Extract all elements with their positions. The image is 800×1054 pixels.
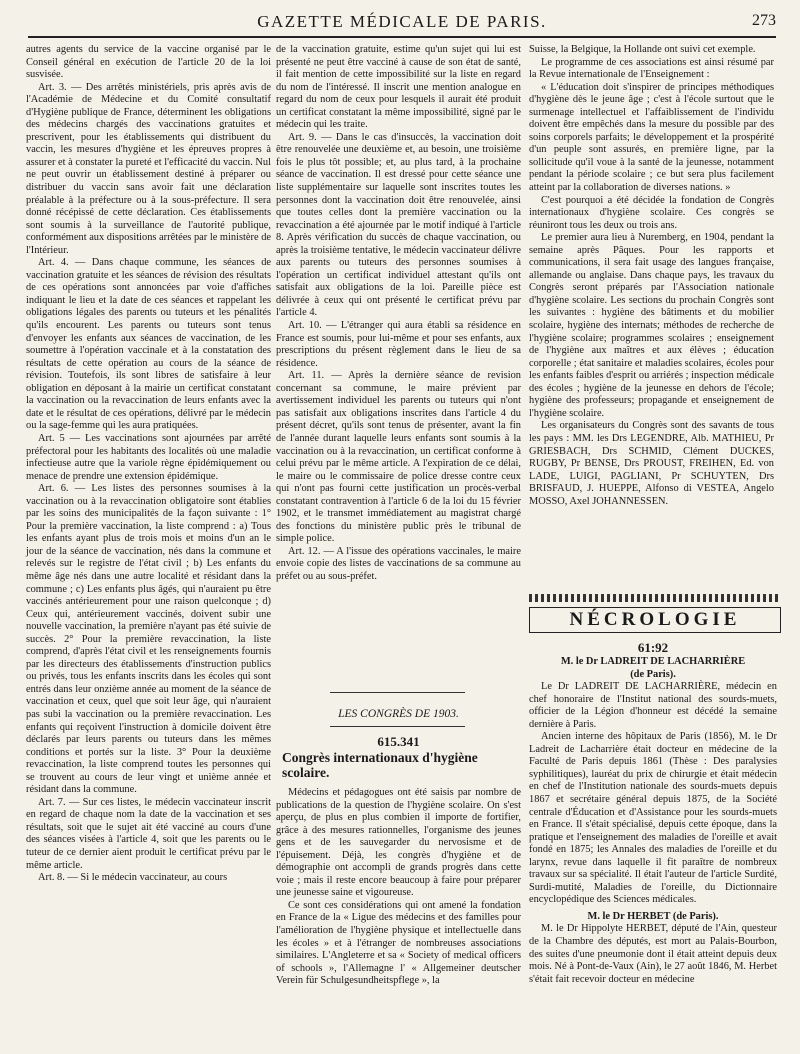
page-header	[28, 8, 776, 38]
divider	[330, 726, 465, 727]
paragraph: Art. 6. — Les listes des personnes soumises à la vaccination ou à la revaccination obligatoire sont établies par les soins des municipalités de la façon suivante : 1° Pour la première vaccination, la liste comprend : a) Tous les enfants ayant plus de trois mois et moins d'un an le jour de la séance de vaccination, nés dans la commune et relevés sur le registre de l'état civil ; b) Les enfants du même âge nés dans une autre localité et résidant dans la commune ; c) Les enfants plus âgés, qui n'auraient pu être vaccinés antérieurement pour une raison quelconque ; d) Ceux qui, antérieurement vaccinés, doivent subir une nouvelle vaccination, la première n'ayant pas été suivie de succès. 2° Pour la première revaccination, la liste comprend, d'après l'état civil et les renseignements fournis par les directeurs des établissements d'instruction publics ou privés, tous les enfants inscrits dans les écoles qui sont entrés dans leur onzième année au moment de la séance de vaccination et ceux, quel que soit leur âge, qui n'auraient pas subi la vaccination ou la première revaccination. Les enfants qui reçoivent l'instruction à domicile doivent être déclarés par leurs parents ou tuteurs dans les mêmes conditions et portés sur la liste. 3° Pour la deuxième revaccination, la liste comprend toutes les personnes qui se trouvent au cours de leur vingt et unième année et résidant dans la commune.	[26, 483, 271, 796]
paragraph: C'est pourquoi a été décidée la fondation de Congrès internationaux d'hygiène scolaire. Ces congrès se réuniront tous les deux ou trois ans.	[529, 194, 774, 231]
paragraph: Ce sont ces considérations qui ont amené la fondation en France de la « Ligue des médecins et des familles pour l'amélioration de l'hygiène physique et intellectuelle dans les écoles » et à l'étranger de nombreuses associations similaires. L'Angleterre et sa « Society of medical officers of schools », l'Allemagne l' « Allgemeiner deutscher Verein für Schulgesundheitspflege », la	[276, 899, 521, 987]
article-number: 615.341	[377, 734, 420, 749]
column-2	[276, 44, 521, 584]
paragraph: autres agents du service de la vaccine organisé par le Conseil général en exécution de l'article 20 de la loi susvisée.	[26, 44, 271, 81]
paragraph: Art. 11. — Après la dernière séance de revision concernant sa commune, le maire prévient par avertissement individuel les parents ou tuteurs qui n'ont pas satisfait aux obligations inscrites dans l'article 4 du présent décret, qu'ils sont tenus de présenter, avant la fin de l'année durant laquelle leurs enfants sont soumis à la vaccination ou à la revaccination, un certificat conforme à celui prévu par le même article. A l'expiration de ce délai, le maire ou le commissaire de police dresse contre ceux qui n'ont pas fourni cette justification un procès-verbal constatant contravention à l'article 6 de la loi du 15 février 1902, et le transmet immédiatement au magistrat chargé des fonctions du ministère public près le tribunal de simple police.	[276, 370, 521, 545]
paragraph: Le premier aura lieu à Nuremberg, en 1904, pendant la semaine après Pâques. Pour les rapports et communications, il sera fait usage des langues française, allemande ou anglaise. Dans chaque pays, les travaux du Congrès seront préparés par l'Association nationale d'hygiène scolaire. Les sections du prochain Congrès sont les suivantes : hygiène des bâtiments et du mobilier scolaire, hygiène des internats; méthodes de recherche de l'hygiène scolaire; programmes scolaires ; enseignement de l'hygiène aux maîtres et aux élèves ; éducation corporelle ; état sanitaire et maladies scolaires, écoles pour les enfants faibles d'esprit ou arriérés ; inspection médicale des écoles ; hygiène de la jeunesse en dehors de l'école; hygiène des professeurs; propagande et enseignement de l'hygiène scolaire.	[529, 232, 774, 419]
paragraph: Médecins et pédagogues ont été saisis par nombre de publications de la question de l'hygiène scolaire. On s'est aperçu, de plus en plus combien il importe de fortifier, grâce à des mesures rationnelles, l'organisme des jeunes gens et de les sauvegarder du nervosisme et de l'épuisement. Déjà, les congrès d'hygiène et de démographie ont accompli de grands progrès dans cette voie ; mais il reste encore beaucoup à faire pour préparer une jeunesse saine et vigoureuse.	[276, 787, 521, 899]
page-number: 273	[752, 12, 776, 29]
paragraph: Suisse, la Belgique, la Hollande ont suivi cet exemple.	[529, 44, 756, 55]
necrologie-number: 61:92	[637, 640, 669, 655]
decorative-border	[529, 594, 779, 602]
paragraph: Les organisateurs du Congrès sont des savants de tous les pays : MM. les Drs LEGENDRE, Alb. MATHIEU, Pr GRIESBACH, Drs SCHMID, Clément DUCKES, RUGBY, Pr BENSE, Drs PROUST, FREIHEN, Ed. von LADE, LUIGI, PAGLIANI, Pr SCHUYTEN, Drs BRISFAUD, J. HUEPPE, Alfonso di VESTEA, Angelo MOSSO, Axel JOHANNESSEN.	[529, 420, 774, 507]
paragraph: « L'éducation doit s'inspirer de principes méthodiques d'hygiène dès le jeune âge ; c'est à l'école surtout que le surmenage intellectuel et l'affaiblissement de l'individu doivent être empêchés dans la mesure du possible par des soins corporels parfaits; le développement et la prospérité d'un peuple sont assurés, en première ligne, par la sollicitude qu'il voue à la santé de la jeunesse, notamment pendant la période scolaire ; ce but sera plus facilement atteint par la collaboration de diverses nations. »	[529, 81, 774, 194]
paragraph: Art. 4. — Dans chaque commune, les séances de vaccination gratuite et les séances de révision des résultats de ces opérations sont annoncées par voie d'affiches indiquant le lieu et la date de ces séances et rappelant les obligations légales des parents ou tuteurs et les pénalités qu'ils encourent. Les parents ou tuteurs sont tenus d'envoyer les enfants aux séances de vaccination, de les soumettre à l'opération vaccinale et à la constatation des résultats de cette opération au cours de la séance de révision. Toutefois, ils sont libres de satisfaire à leur obligation en déposant à la mairie un certificat constatant la vaccination ou la revaccination de leurs enfants avec la date et le résultat de ces opérations, délivré par le médecin ou la sage-femme qui les aura pratiquées.	[26, 257, 271, 432]
paragraph: Art. 7. — Sur ces listes, le médecin vaccinateur inscrit en regard de chaque nom la date de la vaccination et ses résultats, soit que le sujet ait été vacciné au cours d'une des séances visées à l'article 4, soit que les parents ou le tuteur de ce dernier aient produit le certificat prévu par le même article.	[26, 796, 271, 871]
paragraph: Art. 10. — L'étranger qui aura établi sa résidence en France est soumis, pour lui-même et pour ses enfants, aux prescriptions du présent règlement dans le lieu de sa résidence.	[276, 320, 521, 369]
paragraph: Art. 3. — Des arrêtés ministériels, pris après avis de l'Académie de Médecine et du Comité consultatif d'Hygiène publique de France, déterminent les obligations des médecins chargés des vaccinations gratuites et prescrivent, pour les établissements qui distribuent du vaccin, les mesures d'hygiène et les épreuves propres à assurer et à constater la pureté et l'efficacité du vaccin. Nul ne peut ouvrir un établissement destiné à préparer ou distribuer du vaccin sans avoir fait une déclaration préalable à la préfecture ou à la sous-préfecture. Il sera donné récépissé de cette déclaration. Ces établissements sont soumis à la surveillance de l'autorité publique, conformément aux dispositions arrêtées par le ministère de l'Intérieur.	[26, 81, 271, 256]
divider	[330, 692, 465, 693]
paragraph: Art. 12. — A l'issue des opérations vaccinales, le maire envoie copie des listes de vaccinations de sa commune au préfet ou au sous-préfet.	[276, 545, 521, 582]
paragraph: Ancien interne des hôpitaux de Paris (1856), M. le Dr Ladreit de Lacharrière était docteur en médecine de la Faculté de Paris depuis 1861 (Thèse : Des paralysies syphilitiques), lauréat du prix de chirurgie et était médecin en chef de l'Institution nationale des sourds-muets depuis 1867 et secrétaire général depuis 1875, de la Société centrale d'Éducation et d'Assistance pour les sourds-muets en France. Il s'était spécialisé, depuis cette époque, dans la pratique et l'enseignement des maladies de l'oreille et avait fondé en 1875; les Annales des maladies de l'oreille et du larynx, revue dans laquelle il fit paraître de nombreux travaux sur sa spécialité. Il était l'auteur de l'article Surdité, Surdi-mutité, Maladies de l'oreille, du Dictionnaire encyclopédique des Sciences médicales.	[529, 731, 777, 906]
column-2-article	[276, 787, 521, 988]
necrologie-section	[529, 640, 777, 986]
paragraph: de la vaccination gratuite, estime qu'un sujet qui lui est présenté ne peut être vacciné à cause de son état de santé, il fait mention de cette impossibilité sur la liste en regard du nom de l'intéressé. Il inscrit une mention analogue en regard du nom de ceux pour lesquels il aurait été produit un certificat constatant la même impossibilité, signé par le médecin qui les traite.	[276, 44, 521, 131]
paragraph: M. le Dr Hippolyte HERBET, député de l'Ain, questeur de la Chambre des députés, est mort au Palais-Bourbon, des suites d'une pneumonie dont il était atteint depuis deux mois. Né à Pont-de-Vaux (Ain), le 27 août 1846, M. Herbet s'était fait recevoir docteur en médecine	[529, 923, 777, 985]
column-3	[529, 44, 774, 508]
column-1	[26, 44, 271, 885]
obituary-title: M. le Dr HERBET (de Paris).	[587, 910, 719, 922]
paragraph: Art. 9. — Dans le cas d'insuccès, la vaccination doit être renouvelée une deuxième et, au besoin, une troisième fois le plus tôt possible; et, au plus tard, à la prochaine séance de vaccination. Il est dressé pour cette séance une liste supplémentaire sur laquelle sont inscrites toutes les personnes dont la vaccination doit être renouvelée, ainsi que toutes celles dont la première vaccination ou la revaccination a été ajournée par le motif indiqué à l'article 8. Après vérification du succès de chaque vaccination, ou après la troisième tentative, le médecin vaccinateur délivre aux parents ou tuteurs des personnes soumises à l'opération un certificat individuel attestant qu'ils ont satisfait aux obligations de la loi. Pareille pièce est délivrée à ceux qui ont présenté le certificat prévu par l'article 4.	[276, 131, 521, 319]
necrologie-heading: NÉCROLOGIE	[529, 607, 781, 633]
paragraph: Art. 8. — Si le médecin vaccinateur, au cours	[38, 872, 228, 884]
paragraph: Art. 5 — Les vaccinations sont ajournées par arrêté préfectoral pour les habitants des localités où une maladie infectieuse autre que la variole règne épidémiquement ou menace de prendre une extension épidémique.	[26, 432, 271, 482]
paragraph: Le Dr LADREIT DE LACHARRIÈRE, médecin en chef honoraire de l'Institut national des sourds-muets, officier de la Légion d'honneur est décédé la semaine dernière à Paris.	[529, 681, 777, 730]
obituary-subtitle: (de Paris).	[630, 668, 676, 680]
journal-title: GAZETTE MÉDICALE DE PARIS.	[257, 12, 547, 31]
article-title: Congrès internationaux d'hygiène scolaire.	[282, 750, 478, 780]
section-title: LES CONGRÈS DE 1903.	[338, 708, 459, 720]
obituary-title: M. le Dr LADREIT DE LACHARRIÈRE	[560, 656, 746, 667]
paragraph: Le programme de ces associations est ainsi résumé par la Revue internationale de l'Enseignement :	[529, 56, 774, 81]
